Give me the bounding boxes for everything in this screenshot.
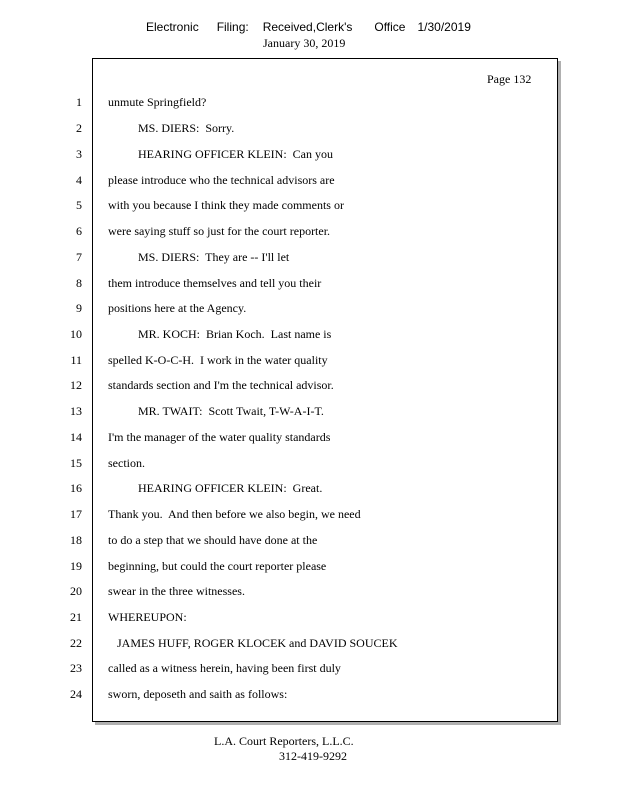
line-number: 21 bbox=[70, 610, 82, 624]
line-number: 6 bbox=[76, 224, 82, 238]
line-number: 20 bbox=[70, 584, 82, 598]
line-text: WHEREUPON: bbox=[108, 610, 187, 624]
line-text: MR. TWAIT: Scott Twait, T-W-A-I-T. bbox=[108, 404, 324, 418]
line-text: HEARING OFFICER KLEIN: Great. bbox=[108, 481, 323, 495]
footer-phone: 312-419-9292 bbox=[279, 749, 347, 763]
line-text: spelled K-O-C-H. I work in the water quality bbox=[108, 353, 328, 367]
line-text: sworn, deposeth and saith as follows: bbox=[108, 687, 288, 701]
line-text: swear in the three witnesses. bbox=[108, 584, 245, 598]
line-text: with you because I think they made comments or bbox=[108, 198, 344, 212]
line-number: 17 bbox=[70, 507, 82, 521]
line-number: 13 bbox=[70, 404, 82, 418]
stamp-date: January 30, 2019 bbox=[263, 36, 346, 50]
line-number: 5 bbox=[76, 198, 82, 212]
line-text: were saying stuff so just for the court reporter. bbox=[108, 224, 331, 238]
line-text: positions here at the Agency. bbox=[108, 301, 247, 315]
line-number: 1 bbox=[76, 95, 82, 109]
line-number: 16 bbox=[70, 481, 82, 495]
line-number: 24 bbox=[70, 687, 82, 701]
line-text: I'm the manager of the water quality standards bbox=[108, 430, 331, 444]
footer-company: L.A. Court Reporters, L.L.C. bbox=[214, 734, 354, 748]
line-text: them introduce themselves and tell you their bbox=[108, 276, 322, 290]
stamp-word-received: Received,Clerk's bbox=[262, 20, 353, 34]
line-text: beginning, but could the court reporter please bbox=[108, 559, 327, 573]
stamp-word-filing: Filing: bbox=[216, 20, 249, 34]
line-text: section. bbox=[108, 456, 145, 470]
line-number: 3 bbox=[76, 147, 82, 161]
filing-stamp bbox=[146, 20, 471, 34]
line-number: 12 bbox=[70, 378, 82, 392]
line-text: standards section and I'm the technical advisor. bbox=[108, 378, 334, 392]
line-number: 10 bbox=[70, 327, 82, 341]
page-number: Page 132 bbox=[487, 72, 532, 86]
line-text: MS. DIERS: Sorry. bbox=[108, 121, 235, 135]
line-number: 14 bbox=[70, 430, 82, 444]
line-text: to do a step that we should have done at the bbox=[108, 533, 318, 547]
line-text: please introduce who the technical advisors are bbox=[108, 173, 335, 187]
line-text: called as a witness herein, having been first duly bbox=[108, 661, 341, 675]
line-number: 18 bbox=[70, 533, 82, 547]
stamp-word-office: Office bbox=[374, 20, 406, 34]
line-text: MS. DIERS: They are -- I'll let bbox=[108, 250, 290, 264]
line-number: 8 bbox=[76, 276, 82, 290]
line-number: 2 bbox=[76, 121, 82, 135]
line-number: 15 bbox=[70, 456, 82, 470]
line-text: unmute Springfield? bbox=[108, 95, 207, 109]
line-text: HEARING OFFICER KLEIN: Can you bbox=[108, 147, 333, 161]
line-text: JAMES HUFF, ROGER KLOCEK and DAVID SOUCEK bbox=[108, 636, 398, 650]
line-number: 4 bbox=[76, 173, 82, 187]
line-text: MR. KOCH: Brian Koch. Last name is bbox=[108, 327, 332, 341]
stamp-word-date: 1/30/2019 bbox=[417, 20, 471, 34]
line-number: 23 bbox=[70, 661, 82, 675]
line-text: Thank you. And then before we also begin, we need bbox=[108, 507, 361, 521]
stamp-word-electronic: Electronic bbox=[146, 20, 199, 34]
line-number: 19 bbox=[70, 559, 82, 573]
line-number: 7 bbox=[76, 250, 82, 264]
line-number: 22 bbox=[70, 636, 82, 650]
line-number: 11 bbox=[70, 353, 82, 367]
line-number: 9 bbox=[76, 301, 82, 315]
